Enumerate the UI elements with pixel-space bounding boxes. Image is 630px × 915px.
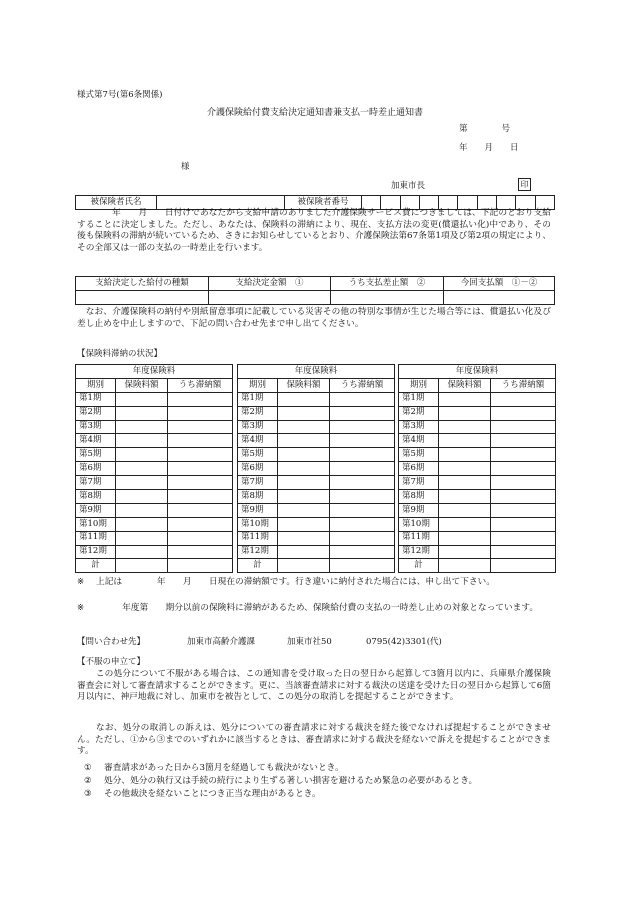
seal-stamp: 印 <box>518 178 531 191</box>
arrears-unpaid-header: うち滞納額 <box>491 378 556 392</box>
arrears-period-label: 第12期 <box>238 545 278 559</box>
arrears-period-label: 第6期 <box>238 462 278 476</box>
arrears-period-label: 第9期 <box>76 503 116 517</box>
arrears-unpaid-cell <box>491 517 556 531</box>
arrears-premium-cell <box>116 490 168 504</box>
arrears-premium-cell <box>278 434 330 448</box>
arrears-premium-cell <box>439 420 491 434</box>
payment-value-cell <box>444 291 555 305</box>
arrears-unpaid-cell <box>330 476 395 490</box>
arrears-premium-cell <box>439 434 491 448</box>
arrears-unpaid-cell <box>330 434 395 448</box>
arrears-period-label: 第1期 <box>76 392 116 406</box>
arrears-period-label: 第12期 <box>399 545 439 559</box>
arrears-unpaid-cell <box>168 490 233 504</box>
arrears-period-label: 第10期 <box>76 517 116 531</box>
arrears-row <box>399 420 556 434</box>
arrears-unpaid-cell <box>491 406 556 420</box>
arrears-premium-header: 保険料額 <box>278 378 330 392</box>
arrears-period-label: 第8期 <box>76 490 116 504</box>
arrears-unpaid-cell <box>168 434 233 448</box>
arrears-unpaid-cell <box>330 545 395 559</box>
arrears-premium-cell <box>439 476 491 490</box>
arrears-premium-cell <box>278 448 330 462</box>
arrears-row <box>399 490 556 504</box>
arrears-period-label: 第6期 <box>399 462 439 476</box>
arrears-premium-cell <box>439 503 491 517</box>
arrears-unpaid-cell <box>330 420 395 434</box>
arrears-unpaid-cell <box>168 476 233 490</box>
contact-department: 加東市高齢介護課 <box>187 637 256 647</box>
insured-number-label: 被保険者番号 <box>285 196 362 210</box>
arrears-premium-cell <box>439 392 491 406</box>
arrears-row <box>76 434 233 448</box>
arrears-premium-cell <box>439 517 491 531</box>
arrears-period-label: 第9期 <box>399 503 439 517</box>
arrears-total-premium <box>278 559 330 573</box>
arrears-row <box>399 448 556 462</box>
arrears-row <box>76 420 233 434</box>
arrears-unpaid-cell <box>491 545 556 559</box>
arrears-unpaid-cell <box>330 462 395 476</box>
arrears-premium-cell <box>439 545 491 559</box>
arrears-period-label: 第9期 <box>238 503 278 517</box>
arrears-premium-cell <box>439 490 491 504</box>
arrears-total-row <box>238 559 395 573</box>
arrears-premium-cell <box>278 545 330 559</box>
arrears-period-header: 期別 <box>76 378 116 392</box>
arrears-row <box>399 462 556 476</box>
arrears-unpaid-cell <box>491 434 556 448</box>
arrears-premium-cell <box>116 420 168 434</box>
arrears-unpaid-header: うち滞納額 <box>168 378 233 392</box>
arrears-premium-cell <box>278 462 330 476</box>
arrears-premium-cell <box>439 448 491 462</box>
arrears-period-label: 第6期 <box>76 462 116 476</box>
arrears-row <box>238 490 395 504</box>
arrears-premium-cell <box>278 531 330 545</box>
arrears-fiscal-year-header: 年度保険料 <box>399 365 556 379</box>
arrears-unpaid-cell <box>330 448 395 462</box>
arrears-row <box>238 448 395 462</box>
arrears-premium-cell <box>116 462 168 476</box>
arrears-unpaid-cell <box>330 503 395 517</box>
arrears-unpaid-cell <box>491 490 556 504</box>
arrears-period-label: 第10期 <box>238 517 278 531</box>
arrears-premium-cell <box>116 448 168 462</box>
arrears-row <box>399 406 556 420</box>
arrears-row <box>399 476 556 490</box>
arrears-unpaid-header: うち滞納額 <box>330 378 395 392</box>
arrears-row <box>238 531 395 545</box>
arrears-period-label: 第5期 <box>399 448 439 462</box>
arrears-unpaid-cell <box>491 392 556 406</box>
appeal-condition-mark: ② <box>84 776 92 786</box>
arrears-row <box>399 434 556 448</box>
arrears-unpaid-cell <box>168 406 233 420</box>
arrears-unpaid-cell <box>491 420 556 434</box>
arrears-row <box>399 545 556 559</box>
arrears-unpaid-cell <box>168 531 233 545</box>
arrears-premium-cell <box>116 434 168 448</box>
document-title: 介護保険給付費支給決定通知書兼支払一時差止通知書 <box>206 108 423 118</box>
arrears-unpaid-cell <box>330 531 395 545</box>
appeal-condition-text: 審査請求があった日から3箇月を経過しても裁決がないとき。 <box>104 763 344 773</box>
arrears-unpaid-cell <box>491 503 556 517</box>
arrears-period-label: 第1期 <box>238 392 278 406</box>
arrears-row <box>76 392 233 406</box>
arrears-row <box>238 545 395 559</box>
arrears-unpaid-cell <box>491 462 556 476</box>
arrears-table-2 <box>237 364 395 573</box>
arrears-premium-cell <box>278 490 330 504</box>
arrears-total-label: 計 <box>238 559 278 573</box>
arrears-period-header: 期別 <box>238 378 278 392</box>
arrears-unpaid-cell <box>168 392 233 406</box>
arrears-row <box>76 462 233 476</box>
note-paragraph: なお、介護保険料の納付や別紙留意事項に記載している災害その他の特別な事情が生じた場合等には、償還払い化及び差し止めを中止しますので、下記の問い合わせ先まで申し出てください。 <box>77 307 551 329</box>
arrears-premium-cell <box>116 503 168 517</box>
contact-address: 加東市社50 <box>287 637 332 647</box>
payment-table <box>75 276 555 305</box>
arrears-premium-cell <box>116 545 168 559</box>
arrears-row <box>238 476 395 490</box>
payment-value-cell <box>76 291 209 305</box>
arrears-row <box>399 503 556 517</box>
arrears-unpaid-cell <box>168 420 233 434</box>
appeal-condition-mark: ③ <box>84 789 92 799</box>
remark-1: 上記は 年 月 日現在の滞納額です。行き違いに納付された場合には、申し出て下さい。 <box>96 577 495 587</box>
arrears-row <box>399 392 556 406</box>
arrears-period-label: 第11期 <box>76 531 116 545</box>
arrears-period-label: 第5期 <box>238 448 278 462</box>
arrears-premium-cell <box>116 392 168 406</box>
arrears-row <box>76 545 233 559</box>
arrears-unpaid-cell <box>330 517 395 531</box>
arrears-premium-cell <box>278 517 330 531</box>
arrears-period-label: 第2期 <box>238 406 278 420</box>
arrears-period-label: 第11期 <box>399 531 439 545</box>
arrears-period-label: 第2期 <box>399 406 439 420</box>
arrears-period-label: 第8期 <box>238 490 278 504</box>
arrears-total-unpaid <box>491 559 556 573</box>
arrears-table-1 <box>75 364 233 573</box>
contact-phone: 0795(42)3301(代) <box>366 637 442 647</box>
arrears-row <box>238 392 395 406</box>
form-number: 様式第7号(第6条関係) <box>77 90 163 100</box>
appeal-condition-text: 処分、処分の執行又は手続の続行により生ずる著しい損害を避けるため緊急の必要があるとき。 <box>104 776 478 786</box>
addressee-suffix: 様 <box>181 162 190 172</box>
arrears-premium-header: 保険料額 <box>116 378 168 392</box>
arrears-total-unpaid <box>330 559 395 573</box>
arrears-premium-cell <box>278 476 330 490</box>
arrears-row <box>76 490 233 504</box>
arrears-row <box>76 476 233 490</box>
remark-2-mark: ※ <box>77 603 85 613</box>
arrears-unpaid-cell <box>330 406 395 420</box>
arrears-premium-cell <box>116 517 168 531</box>
arrears-unpaid-cell <box>168 517 233 531</box>
intro-paragraph: 年 月 日付けであなたから支給申請のありました介護保険サービス費につきましては、下記のとおり支給することに決定しました。ただし、あなたは、保険料の滞納により、現在、支払方法の変更(償還払い化)中であり、その後も保険料の滞納が続いているため、さきにお知らせしているとおり、介護保険法第67条第1項及び第2項の規定により、その全部又は一部の支払の一時差止を行います。 <box>77 208 551 254</box>
arrears-unpaid-cell <box>168 462 233 476</box>
arrears-period-label: 第11期 <box>238 531 278 545</box>
arrears-period-label: 第10期 <box>399 517 439 531</box>
arrears-total-row <box>76 559 233 573</box>
arrears-row <box>76 531 233 545</box>
arrears-unpaid-cell <box>168 545 233 559</box>
arrears-period-label: 第3期 <box>399 420 439 434</box>
arrears-unpaid-cell <box>330 490 395 504</box>
issuer: 加東市長 <box>391 181 426 191</box>
arrears-period-label: 第4期 <box>238 434 278 448</box>
arrears-row <box>238 462 395 476</box>
arrears-row <box>238 406 395 420</box>
arrears-row <box>76 517 233 531</box>
arrears-period-label: 第2期 <box>76 406 116 420</box>
arrears-row <box>76 448 233 462</box>
arrears-table-3 <box>398 364 556 573</box>
arrears-premium-cell <box>278 392 330 406</box>
arrears-unpaid-cell <box>168 448 233 462</box>
arrears-unpaid-cell <box>168 503 233 517</box>
arrears-total-label: 計 <box>76 559 116 573</box>
payment-value-cell <box>209 291 331 305</box>
arrears-period-label: 第1期 <box>399 392 439 406</box>
arrears-period-label: 第7期 <box>238 476 278 490</box>
arrears-period-label: 第7期 <box>76 476 116 490</box>
arrears-unpaid-cell <box>491 448 556 462</box>
arrears-row <box>238 503 395 517</box>
arrears-premium-header: 保険料額 <box>439 378 491 392</box>
arrears-fiscal-year-header: 年度保険料 <box>238 365 395 379</box>
document-number-line: 第 号 <box>459 124 511 134</box>
arrears-premium-cell <box>278 406 330 420</box>
arrears-total-premium <box>116 559 168 573</box>
arrears-period-label: 第12期 <box>76 545 116 559</box>
arrears-row <box>238 434 395 448</box>
payment-header-withheld-amount: うち支払差止額 ② <box>331 277 444 291</box>
payment-header-current-payment: 今回支払額 ①－② <box>444 277 555 291</box>
arrears-premium-cell <box>439 531 491 545</box>
arrears-row <box>238 420 395 434</box>
remark-1-mark: ※ <box>77 577 85 587</box>
appeal-paragraph-2: なお、処分の取消しの訴えは、処分についての審査請求に対する裁決を経た後でなければ提起することができません。ただし、①から③までのいずれかに該当するときは、審査請求に対する裁決を経ないで訴えを提起することができます。 <box>77 723 551 757</box>
arrears-premium-cell <box>439 462 491 476</box>
arrears-fiscal-year-header: 年度保険料 <box>76 365 233 379</box>
arrears-row <box>76 406 233 420</box>
arrears-premium-cell <box>116 476 168 490</box>
appeal-heading: 【不服の申立て】 <box>77 657 146 667</box>
arrears-unpaid-cell <box>330 392 395 406</box>
contact-label: 【問い合わせ先】 <box>77 637 146 647</box>
arrears-period-label: 第3期 <box>238 420 278 434</box>
insured-name-label: 被保険者氏名 <box>76 196 157 210</box>
arrears-unpaid-cell <box>491 476 556 490</box>
arrears-period-label: 第7期 <box>399 476 439 490</box>
arrears-premium-cell <box>116 531 168 545</box>
arrears-total-unpaid <box>168 559 233 573</box>
arrears-row <box>238 517 395 531</box>
appeal-condition-text: その他裁決を経ないことにつき正当な理由があるとき。 <box>104 789 321 799</box>
payment-header-benefit-type: 支給決定した給付の種類 <box>76 277 209 291</box>
arrears-premium-cell <box>278 420 330 434</box>
payment-header-decided-amount: 支給決定金額 ① <box>209 277 331 291</box>
arrears-row <box>399 517 556 531</box>
arrears-total-premium <box>439 559 491 573</box>
arrears-row <box>399 531 556 545</box>
arrears-period-label: 第8期 <box>399 490 439 504</box>
arrears-unpaid-cell <box>491 531 556 545</box>
arrears-period-header: 期別 <box>399 378 439 392</box>
remark-2: 年度第 期分以前の保険料に滞納があるため、保険給付費の支払の一時差し止めの対象となっています。 <box>96 603 539 613</box>
arrears-period-label: 第3期 <box>76 420 116 434</box>
arrears-heading: 【保険料滞納の状況】 <box>77 349 163 359</box>
arrears-row <box>76 503 233 517</box>
document-date-line: 年 月 日 <box>459 143 519 153</box>
arrears-period-label: 第5期 <box>76 448 116 462</box>
appeal-condition-mark: ① <box>84 763 92 773</box>
arrears-premium-cell <box>116 406 168 420</box>
arrears-premium-cell <box>439 406 491 420</box>
appeal-paragraph-1: この処分について不服がある場合は、この通知書を受け取った日の翌日から起算して3箇月以内に、兵庫県介護保険審査会に対して審査請求することができます。更に、当該審査請求に対する裁決の送達を受けた日の翌日から起算して6箇月以内に、神戸地裁に対し、加東市を被告として、この処分の取消しを提起することができます。 <box>77 669 551 703</box>
arrears-premium-cell <box>278 503 330 517</box>
arrears-total-row <box>399 559 556 573</box>
arrears-period-label: 第4期 <box>76 434 116 448</box>
arrears-total-label: 計 <box>399 559 439 573</box>
arrears-period-label: 第4期 <box>399 434 439 448</box>
payment-value-cell <box>331 291 444 305</box>
